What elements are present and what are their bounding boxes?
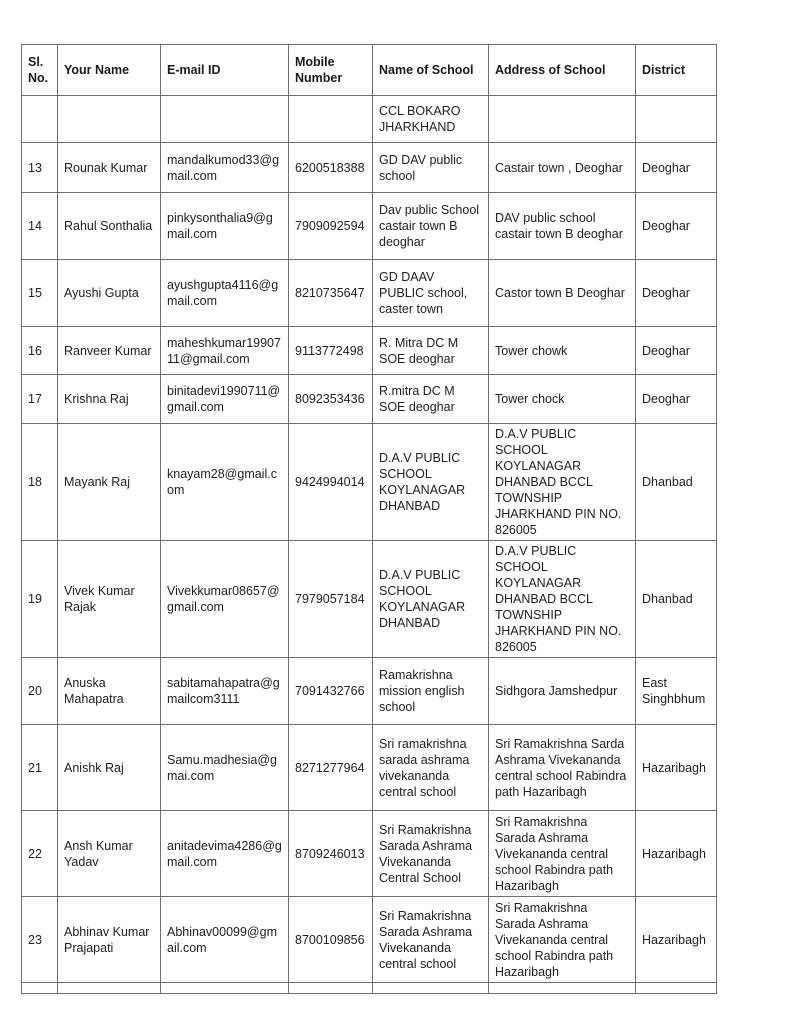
header-row [22, 45, 717, 96]
cell-name [58, 983, 161, 994]
cell-email: pinkysonthalia9@gmail.com [161, 193, 289, 260]
cell-district [636, 983, 717, 994]
column-header-your-name: Your Name [58, 45, 161, 96]
cell-mobile: 9424994014 [289, 424, 373, 541]
table-row [22, 658, 717, 725]
cell-mobile: 7979057184 [289, 541, 373, 658]
cell-address: Sidhgora Jamshedpur [489, 658, 636, 725]
cell-mobile: 7909092594 [289, 193, 373, 260]
cell-name: Ansh Kumar Yadav [58, 811, 161, 897]
cell-school [373, 983, 489, 994]
cell-sl: 15 [22, 260, 58, 327]
cell-email [161, 96, 289, 143]
column-header-address-of-school: Address of School [489, 45, 636, 96]
cell-mobile: 8092353436 [289, 375, 373, 424]
cell-sl: 14 [22, 193, 58, 260]
table-row [22, 143, 717, 193]
cell-school: Sri Ramakrishna Sarada Ashrama Vivekananda Central School [373, 811, 489, 897]
cell-sl: 21 [22, 725, 58, 811]
table-row [22, 983, 717, 994]
cell-address [489, 96, 636, 143]
cell-address: D.A.V PUBLIC SCHOOL KOYLANAGAR DHANBAD BCCL TOWNSHIP JHARKHAND PIN NO. 826005 [489, 424, 636, 541]
cell-school: Sri Ramakrishna Sarada Ashrama Vivekananda central school [373, 897, 489, 983]
table-row [22, 96, 717, 143]
cell-district: Dhanbad [636, 541, 717, 658]
cell-email: Vivekkumar08657@gmail.com [161, 541, 289, 658]
cell-email: Abhinav00099@gmail.com [161, 897, 289, 983]
table-row [22, 541, 717, 658]
cell-school: D.A.V PUBLIC SCHOOL KOYLANAGAR DHANBAD [373, 541, 489, 658]
cell-mobile: 8709246013 [289, 811, 373, 897]
table-row [22, 725, 717, 811]
table-row [22, 327, 717, 375]
cell-email: anitadevima4286@gmail.com [161, 811, 289, 897]
cell-name: Ranveer Kumar [58, 327, 161, 375]
cell-name [58, 96, 161, 143]
participants-table [21, 44, 717, 994]
cell-address: D.A.V PUBLIC SCHOOL KOYLANAGAR DHANBAD BCCL TOWNSHIP JHARKHAND PIN NO. 826005 [489, 541, 636, 658]
cell-email: Samu.madhesia@gmai.com [161, 725, 289, 811]
cell-name: Mayank Raj [58, 424, 161, 541]
cell-sl [22, 96, 58, 143]
cell-name: Rahul Sonthalia [58, 193, 161, 260]
cell-district: Dhanbad [636, 424, 717, 541]
cell-school: CCL BOKARO JHARKHAND [373, 96, 489, 143]
cell-name: Ayushi Gupta [58, 260, 161, 327]
cell-sl: 20 [22, 658, 58, 725]
cell-sl: 22 [22, 811, 58, 897]
cell-district: Hazaribagh [636, 811, 717, 897]
table-body [22, 96, 717, 994]
cell-name: Abhinav Kumar Prajapati [58, 897, 161, 983]
cell-school: Ramakrishna mission english school [373, 658, 489, 725]
cell-address [489, 983, 636, 994]
table-row [22, 811, 717, 897]
cell-district: Deoghar [636, 143, 717, 193]
table-row [22, 375, 717, 424]
cell-email [161, 983, 289, 994]
cell-address: Sri Ramakrishna Sarada Ashrama Vivekananda central school Rabindra path Hazaribagh [489, 811, 636, 897]
cell-sl: 19 [22, 541, 58, 658]
cell-mobile: 8700109856 [289, 897, 373, 983]
cell-district: Deoghar [636, 327, 717, 375]
cell-school: R. Mitra DC M SOE deoghar [373, 327, 489, 375]
column-header-district: District [636, 45, 717, 96]
cell-district: Hazaribagh [636, 725, 717, 811]
cell-sl: 18 [22, 424, 58, 541]
cell-mobile: 8210735647 [289, 260, 373, 327]
cell-address: Tower chock [489, 375, 636, 424]
cell-district [636, 96, 717, 143]
cell-school: R.mitra DC M SOE deoghar [373, 375, 489, 424]
cell-email: sabitamahapatra@gmailcom3111 [161, 658, 289, 725]
cell-address: Sri Ramakrishna Sarda Ashrama Vivekananda central school Rabindra path Hazaribagh [489, 725, 636, 811]
cell-address: Castair town , Deoghar [489, 143, 636, 193]
table-row [22, 260, 717, 327]
cell-school: GD DAV public school [373, 143, 489, 193]
cell-school: GD DAAV PUBLIC school, caster town [373, 260, 489, 327]
table-row [22, 424, 717, 541]
cell-email: mandalkumod33@gmail.com [161, 143, 289, 193]
cell-email: knayam28@gmail.com [161, 424, 289, 541]
cell-district: Deoghar [636, 375, 717, 424]
column-header-mobile-number: Mobile Number [289, 45, 373, 96]
column-header-sl-no: Sl. No. [22, 45, 58, 96]
cell-sl: 13 [22, 143, 58, 193]
cell-school: Dav public School castair town B deoghar [373, 193, 489, 260]
cell-name: Krishna Raj [58, 375, 161, 424]
cell-address: Sri Ramakrishna Sarada Ashrama Vivekananda central school Rabindra path Hazaribagh [489, 897, 636, 983]
table-row [22, 193, 717, 260]
cell-mobile: 7091432766 [289, 658, 373, 725]
column-header-name-of-school: Name of School [373, 45, 489, 96]
column-header-email-id: E-mail ID [161, 45, 289, 96]
cell-sl: 17 [22, 375, 58, 424]
cell-district: Hazaribagh [636, 897, 717, 983]
cell-address: Tower chowk [489, 327, 636, 375]
cell-sl [22, 983, 58, 994]
cell-sl: 23 [22, 897, 58, 983]
cell-name: Anuska Mahapatra [58, 658, 161, 725]
cell-email: binitadevi1990711@gmail.com [161, 375, 289, 424]
cell-email: ayushgupta4116@gmail.com [161, 260, 289, 327]
cell-mobile [289, 96, 373, 143]
table-row [22, 897, 717, 983]
cell-district: East Singhbhum [636, 658, 717, 725]
cell-name: Vivek Kumar Rajak [58, 541, 161, 658]
cell-mobile [289, 983, 373, 994]
cell-district: Deoghar [636, 193, 717, 260]
cell-mobile: 9113772498 [289, 327, 373, 375]
cell-address: DAV public school castair town B deoghar [489, 193, 636, 260]
cell-mobile: 6200518388 [289, 143, 373, 193]
cell-school: D.A.V PUBLIC SCHOOL KOYLANAGAR DHANBAD [373, 424, 489, 541]
cell-sl: 16 [22, 327, 58, 375]
cell-address: Castor town B Deoghar [489, 260, 636, 327]
cell-school: Sri ramakrishna sarada ashrama vivekananda central school [373, 725, 489, 811]
cell-email: maheshkumar1990711@gmail.com [161, 327, 289, 375]
cell-name: Rounak Kumar [58, 143, 161, 193]
cell-district: Deoghar [636, 260, 717, 327]
cell-name: Anishk Raj [58, 725, 161, 811]
cell-mobile: 8271277964 [289, 725, 373, 811]
